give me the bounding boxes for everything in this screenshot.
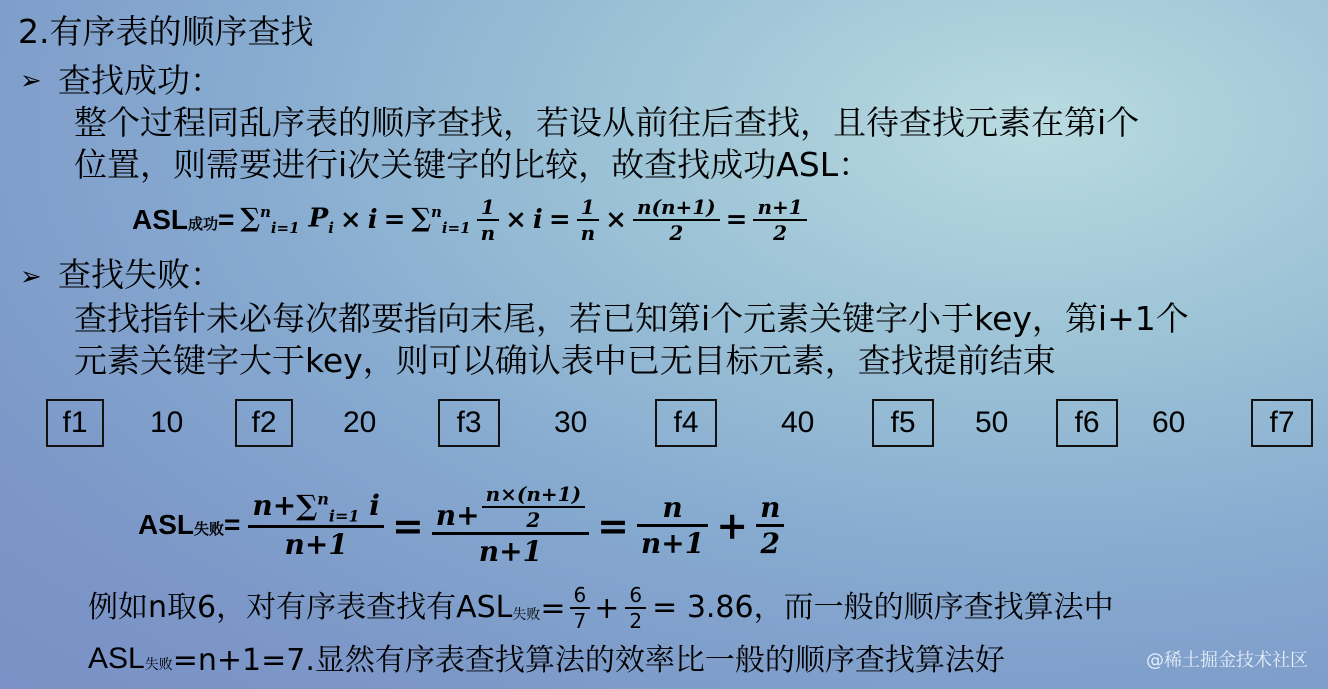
success-line-2: 位置，则需要进行i次关键字的比较，故查找成功ASL： bbox=[74, 145, 872, 184]
sequence-box: f5 bbox=[872, 399, 934, 447]
sequence-value: 10 bbox=[150, 406, 184, 439]
sequence-box: f4 bbox=[655, 399, 717, 447]
example-line-2: ASL 失败 =n+1=7.显然有序表查找算法的效率比一般的顺序查找算法好 bbox=[88, 642, 1005, 678]
sequence-value: 60 bbox=[1152, 406, 1186, 439]
bullet-arrow-icon: ➢ bbox=[20, 262, 42, 292]
failure-asl-formula: ASL失败= $\frac{n+\sum^n_{i=1} i}{n+1}$ = n+ $\frac{n\times(n+1)}{2}$ n+1 = $\frac{n}{n+1}$ + $\frac{n}{2}$ bbox=[138, 470, 784, 580]
bullet-arrow-icon: ➢ bbox=[20, 66, 42, 96]
example-line-1: 例如n取6，对有序表查找有ASL 失败 = $\frac{6}{7}$ + $\frac{6}{2}$ = 3.86，而一般的顺序查找算法中 bbox=[88, 583, 1114, 633]
success-asl-formula: ASL成功= ∑$^n_{i=1}$ $P_i$ × i = ∑$^n_{i=1}$ $\frac{1}{n}$ × i = $\frac{1}{n}$ × $\frac{n(n+1)}{2}$ = $\frac{n+1}{2}$ bbox=[132, 190, 807, 250]
sequence-box: f1 bbox=[46, 399, 104, 447]
sequence-value: 40 bbox=[781, 406, 815, 439]
success-line-1: 整个过程同乱序表的顺序查找，若设从前往后查找，且待查找元素在第i个 bbox=[74, 103, 1140, 142]
asl-failure-label: ASL失败= bbox=[138, 509, 241, 540]
sequence-value: 30 bbox=[554, 406, 588, 439]
sequence-box: f7 bbox=[1251, 399, 1313, 447]
section-title: 2.有序表的顺序查找 bbox=[18, 12, 314, 51]
sequence-box: f3 bbox=[438, 399, 500, 447]
sequence-value: 50 bbox=[975, 406, 1009, 439]
sequence-value: 20 bbox=[343, 406, 377, 439]
failure-heading: 查找失败： bbox=[58, 255, 223, 294]
sequence-box: f2 bbox=[235, 399, 293, 447]
asl-success-label: ASL成功= bbox=[132, 204, 235, 235]
failure-line-2: 元素关键字大于key，则可以确认表中已无目标元素，查找提前结束 bbox=[74, 341, 1056, 380]
success-heading: 查找成功： bbox=[58, 61, 223, 100]
failure-line-1: 查找指针未必每次都要指向末尾，若已知第i个元素关键字小于key，第i+1个 bbox=[74, 299, 1189, 338]
sequence-box: f6 bbox=[1056, 399, 1118, 447]
watermark: @稀土掘金技术社区 bbox=[1146, 650, 1308, 671]
